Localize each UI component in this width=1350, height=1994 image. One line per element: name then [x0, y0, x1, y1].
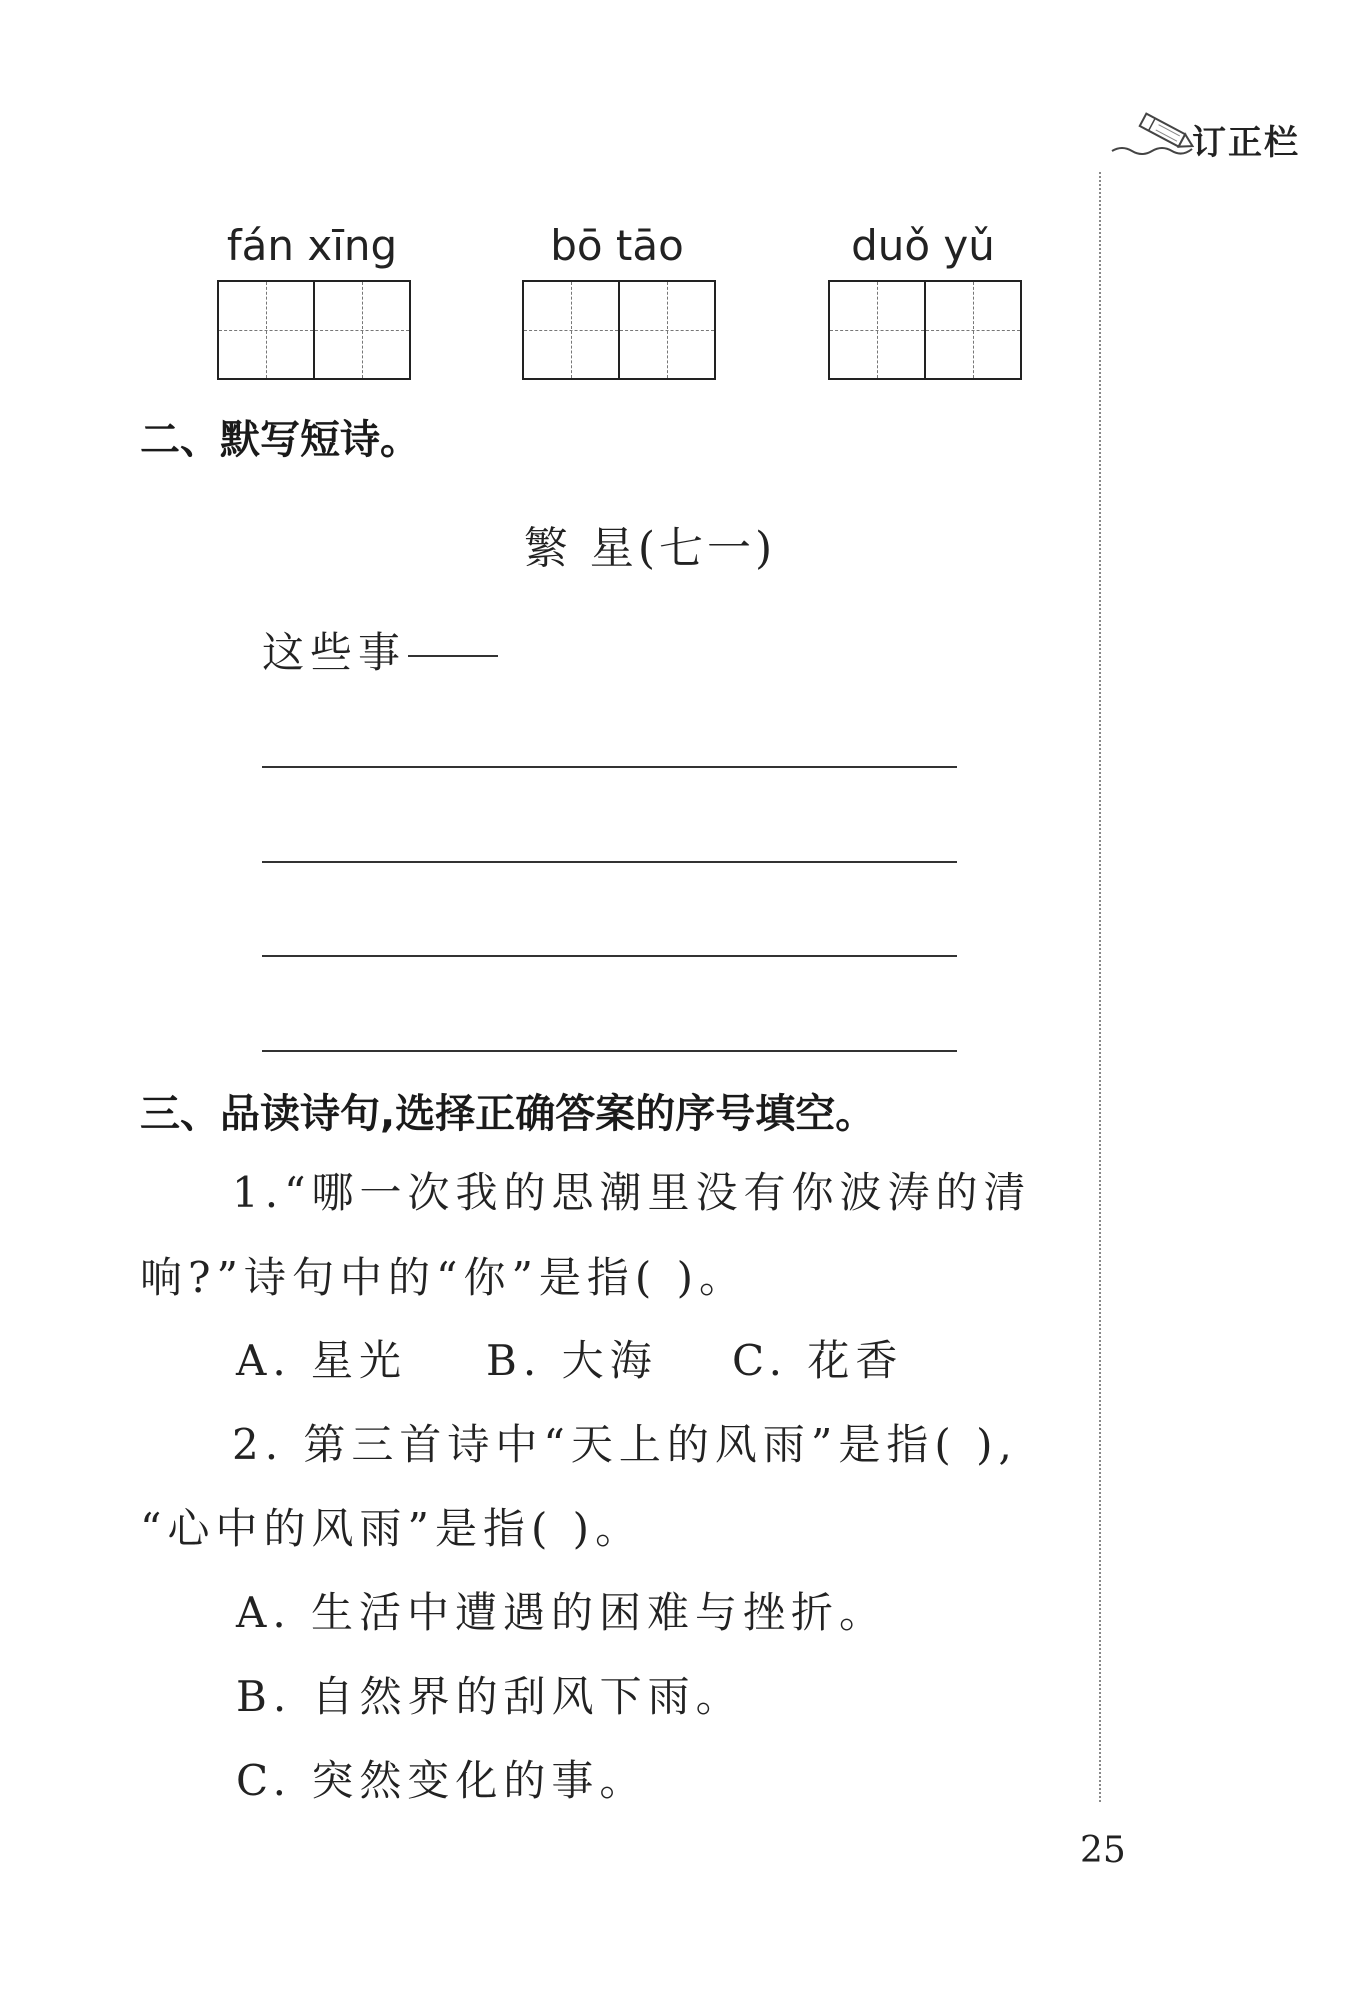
writing-grid[interactable]	[522, 280, 716, 380]
pinyin-label: duǒ yǔ	[851, 221, 995, 270]
question-2-line-1: 2. 第三首诗中“天上的风雨”是指( ),	[232, 1420, 1018, 1469]
answer-line-2[interactable]	[262, 861, 957, 863]
question-1-option-a: A. 星光	[236, 1336, 408, 1385]
writing-cell[interactable]	[524, 282, 618, 378]
question-2-option-b: B. 自然界的刮风下雨。	[236, 1672, 744, 1721]
question-2-option-c: C. 突然变化的事。	[236, 1756, 648, 1805]
writing-cell[interactable]	[830, 282, 924, 378]
question-1-line-1: 1.“哪一次我的思潮里没有你波涛的清	[232, 1168, 1032, 1217]
pinyin-group-2	[517, 220, 717, 380]
question-1-line-2: 响?”诗句中的“你”是指( )。	[140, 1253, 748, 1302]
writing-cell[interactable]	[219, 282, 313, 378]
writing-cell[interactable]	[618, 282, 714, 378]
writing-cell[interactable]	[924, 282, 1020, 378]
correction-column-title: 订正栏	[1192, 123, 1300, 163]
pencil-icon	[1110, 105, 1200, 165]
writing-grid[interactable]	[828, 280, 1022, 380]
question-1-option-c: C. 花香	[732, 1336, 904, 1385]
pinyin-label: bō tāo	[550, 221, 684, 270]
em-dash	[408, 655, 498, 657]
answer-line-4[interactable]	[262, 1050, 957, 1052]
answer-line-1[interactable]	[262, 766, 957, 768]
pinyin-group-3	[823, 220, 1023, 380]
pinyin-group-1	[212, 220, 412, 380]
writing-grid[interactable]	[217, 280, 411, 380]
poem-first-line	[262, 620, 498, 680]
section-2-heading: 二、默写短诗。	[140, 417, 420, 463]
correction-column-divider	[1099, 172, 1101, 1802]
section-3-heading: 三、品读诗句,选择正确答案的序号填空。	[140, 1091, 876, 1137]
pinyin-label: fán xīng	[226, 221, 398, 270]
poem-title: 繁 星(七一)	[523, 523, 777, 574]
question-2-line-2: “心中的风雨”是指( )。	[140, 1504, 644, 1553]
poem-first-line-text: 这些事	[262, 628, 407, 677]
correction-column-header	[1110, 105, 1340, 165]
page-number: 25	[1080, 1830, 1126, 1871]
answer-line-3[interactable]	[262, 955, 957, 957]
question-1-option-b: B. 大海	[486, 1336, 658, 1385]
question-2-option-a: A. 生活中遭遇的困难与挫折。	[236, 1588, 888, 1637]
writing-cell[interactable]	[313, 282, 409, 378]
